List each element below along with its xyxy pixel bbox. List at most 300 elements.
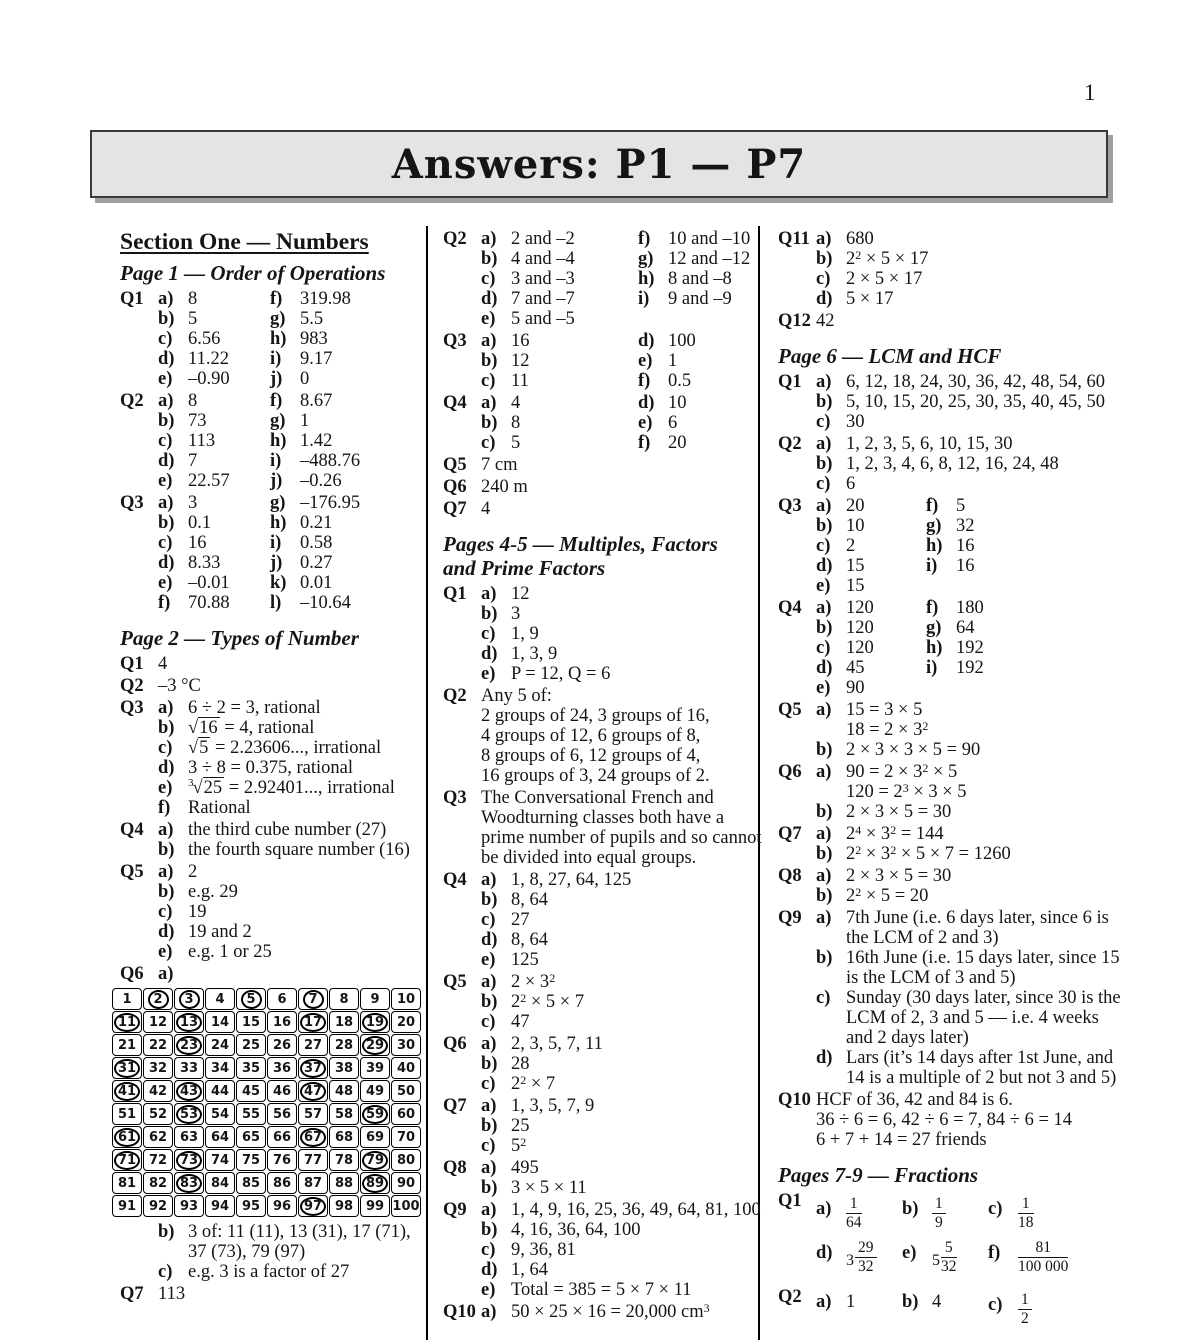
question-label: Q4 [443,393,467,413]
question-label: Q1 [443,584,467,604]
answer-cell: c) 2 × 5 × 17 [816,269,923,289]
answer-row [481,433,754,453]
answer-row [158,573,420,593]
answer-row [481,746,754,766]
column-2 [428,226,760,1340]
answer-row [816,249,1154,269]
answer-cell: c) 16 [158,533,207,553]
answer-row [158,471,420,491]
answer-cell: b) 3 [481,604,521,624]
answer-cell: 113 [158,1284,186,1304]
answer-cell: c) 2 [816,536,856,556]
column-1 [110,226,428,1340]
grid-number: 98 [329,1195,359,1217]
answer-cell: g) –176.95 [270,493,361,513]
answer-row [158,964,420,984]
question-block [778,824,1154,864]
page-number: 1 [1084,80,1096,105]
answers-header-box [90,130,1108,198]
answer-cell: 4 [158,654,168,674]
answer-cell: a) $2^4 \times 3^2 = 144$ [816,823,944,844]
answer-cell: c) 30 [816,412,865,432]
answer-row [816,618,1154,638]
answer-row [816,598,1154,618]
answer-row [158,942,420,962]
grid-number: 46 [267,1080,297,1102]
answer-row [816,496,1154,516]
grid-number: 78 [329,1149,359,1171]
grid-number: 49 [360,1080,390,1102]
answer-cell: b) 3 of: 11 (11), 13 (31), 17 (71), [158,1222,411,1242]
answer-row [816,412,1154,432]
answer-cell: f) 10 and –10 [638,229,751,249]
answer-cell: d) 100 [638,331,696,351]
answer-cell: e) –0.90 [158,369,230,389]
answer-cell: f) 5 [926,496,966,516]
answer-row [816,372,1154,392]
answer-cell: e) –0.01 [158,573,230,593]
answer-row [816,1110,1154,1130]
question-block [443,1302,754,1322]
answer-cell: a) 50 × 25 × 16 = 20,000 $cm^3$ [481,1301,710,1322]
question-label: Q7 [443,1096,467,1116]
answer-cell: b) 3 × 5 × 11 [481,1178,587,1198]
grid-number: 45 [236,1080,266,1102]
answer-row [158,778,420,798]
answer-row [158,840,420,860]
answer-cell: –3 °C [158,676,201,696]
answer-cell: g) 64 [926,618,975,638]
grid-number: 94 [205,1195,235,1217]
answer-cell: d) 45 [816,658,865,678]
answer-cell: e) 1 [638,351,678,371]
answer-cell: a) 1, 8, 27, 64, 125 [481,870,632,890]
answer-row [816,678,1154,698]
answer-row [816,802,1154,822]
answer-cell: and 2 days later) [846,1028,969,1048]
grid-number: 54 [205,1103,235,1125]
answer-cell: e) P = 12, Q = 6 [481,664,611,684]
grid-number-circled: 2 [143,988,173,1010]
question-label: Q9 [443,1200,467,1220]
grid-number: 36 [267,1057,297,1079]
answer-cell: a) [158,964,174,984]
answer-row [816,928,1154,948]
question-label: Q4 [443,870,467,890]
answer-cell: is the LCM of 3 and 5) [846,968,1016,988]
grid-number-circled: 31 [112,1057,142,1079]
question-block [443,1034,754,1094]
answer-cell: $120 = 2^3 \times 3 \times 5$ [846,781,967,802]
answer-cell: g) 1 [270,411,310,431]
question-block [778,1287,1154,1336]
grid-number: 91 [112,1195,142,1217]
answer-cell: f) 20 [638,433,687,453]
question-block [443,455,754,475]
answer-cell: c) $\frac{1}{18}$ [988,1195,1034,1231]
answer-cell: a) 3 [158,493,198,513]
answer-cell: b) 120 [816,618,874,638]
grid-number: 56 [267,1103,297,1125]
question-label: Q9 [778,908,802,928]
answer-cell: a) $\frac{1}{64}$ [816,1195,862,1231]
answer-row [816,392,1154,412]
answer-row [158,718,420,738]
grid-number: 86 [267,1172,297,1194]
answer-cell: h) 1.42 [270,431,333,451]
answer-cell: d) 10 [638,393,687,413]
answer-cell: c) 1, 9 [481,624,539,644]
answer-cell: c) 120 [816,638,874,658]
answer-row [481,455,754,475]
answer-row [481,371,754,391]
answer-row [481,706,754,726]
grid-number: 27 [298,1034,328,1056]
question-label: Q5 [443,455,467,475]
question-label: Q5 [443,972,467,992]
grid-number: 58 [329,1103,359,1125]
answer-cell: e) e.g. 1 or 25 [158,942,272,962]
grid-number: 85 [236,1172,266,1194]
grid-number: 12 [143,1011,173,1033]
question-block [443,1158,754,1198]
answer-row [481,870,754,890]
question-block [443,393,754,453]
question-block [443,972,754,1032]
answer-cell: e) 125 [481,950,539,970]
grid-number: 65 [236,1126,266,1148]
grid-number: 95 [236,1195,266,1217]
answer-cell: a) 7th June (i.e. 6 days later, since 6 is [816,908,1109,928]
answer-row [158,369,420,389]
grid-number: 28 [329,1034,359,1056]
grid-number: 35 [236,1057,266,1079]
grid-number-circled: 43 [174,1080,204,1102]
answer-cell: f) 8.67 [270,391,333,411]
question-label: Q10 [778,1090,811,1110]
question-block [120,1284,420,1304]
question-label: Q11 [778,229,810,249]
answer-cell: b) 2 × 3 × 3 × 5 = 90 [816,740,981,760]
answer-row [158,553,420,573]
answer-cell: a) 1, 3, 5, 7, 9 [481,1096,595,1116]
answer-row [481,229,754,249]
question-label: Q7 [778,824,802,844]
answer-cell: a) $90 = 2 \times 3^2 \times 5$ [816,761,958,782]
grid-number: 63 [174,1126,204,1148]
answer-cell: LCM of 2, 3 and 5 — i.e. 4 weeks [846,1008,1099,1028]
question-label [120,1222,158,1282]
question-label: Q2 [443,686,467,706]
answer-row [158,1262,420,1282]
answer-cell: b) e.g. 29 [158,882,238,902]
grid-number: 100 [391,1195,421,1217]
question-block [443,788,762,868]
question-label: Q12 [778,311,811,331]
answer-cell: 7 cm [481,455,518,475]
grid-number: 99 [360,1195,390,1217]
answer-row [816,1240,1154,1275]
answer-cell: b) 5 [158,309,198,329]
answer-row [481,848,762,868]
question-block [120,1222,420,1282]
answer-cell: 4 groups of 12, 6 groups of 8, [481,726,701,746]
answer-row [481,972,754,992]
answer-row [158,593,420,613]
answer-row [481,950,754,970]
grid-number: 66 [267,1126,297,1148]
answer-cell: d) 1, 64 [481,1260,548,1280]
answer-cell: d) Lars (it’s 14 days after 1st June, and [816,1048,1114,1068]
question-block [120,654,420,674]
question-label: Q1 [120,654,144,674]
answer-cell: c) $2^2 \times 7$ [481,1073,556,1094]
answer-cell: a) 2 and –2 [481,229,575,249]
answer-cell: 36 ÷ 6 = 6, 42 ÷ 6 = 7, 84 ÷ 6 = 14 [816,1110,1073,1130]
answer-cell: The Conversational French and [481,788,714,808]
answer-row [158,1242,420,1262]
answer-row [816,1028,1154,1048]
answer-cell: c) 6 [816,474,856,494]
answer-cell: c) 9, 36, 81 [481,1240,576,1260]
answer-row [816,536,1154,556]
answer-row [481,1280,761,1300]
grid-number: 1 [112,988,142,1010]
answer-row [816,658,1154,678]
grid-number: 92 [143,1195,173,1217]
question-label: Q2 [443,229,467,249]
answer-row [816,740,1154,760]
answer-row [481,249,754,269]
answer-cell: b) $\frac{1}{9}$ [902,1196,988,1231]
question-block [120,698,420,818]
answer-cell: b) 25 [481,1116,530,1136]
question-label: Q5 [120,862,144,882]
grid-number-circled: 41 [112,1080,142,1102]
answer-cell: b) 8, 64 [481,890,548,910]
grid-number-circled: 11 [112,1011,142,1033]
grid-number: 40 [391,1057,421,1079]
answer-row [816,700,1154,720]
grid-number-circled: 37 [298,1057,328,1079]
answer-cell: b) $2^2 \times 3^2 \times 5 \times 7 = 1260$ [816,843,1011,864]
grid-number-circled: 73 [174,1149,204,1171]
grid-number: 4 [205,988,235,1010]
answer-row [481,788,762,808]
question-label: Q1 [778,1191,802,1211]
answer-row [481,289,754,309]
answer-cell: a) 1, 4, 9, 16, 25, 36, 49, 64, 81, 100 [481,1200,761,1220]
grid-number: 93 [174,1195,204,1217]
grid-number: 51 [112,1103,142,1125]
answer-row [158,798,420,818]
answer-cell: c) Sunday (30 days later, since 30 is the [816,988,1121,1008]
answer-row [816,1068,1154,1088]
question-block [120,289,420,389]
answer-row [481,992,754,1012]
answer-row [816,289,1154,309]
question-label: Q2 [778,434,802,454]
answer-row [481,1096,754,1116]
answer-cell: e) 5 and –5 [481,309,575,329]
answer-row [158,738,420,758]
grid-number: 87 [298,1172,328,1194]
answer-row [158,451,420,471]
answer-cell: be divided into equal groups. [481,848,697,868]
grid-number: 32 [143,1057,173,1079]
answer-row [158,493,420,513]
grid-number-circled: 59 [360,1103,390,1125]
answer-row [816,968,1154,988]
question-label: Q8 [778,866,802,886]
answer-row [816,454,1154,474]
grid-number-circled: 17 [298,1011,328,1033]
question-block [120,862,420,962]
answer-cell: h) 0.21 [270,513,333,533]
answer-row [816,866,1154,886]
answer-row [481,1054,754,1074]
grid-number: 25 [236,1034,266,1056]
grid-number: 30 [391,1034,421,1056]
answer-cell: b) 4 and –4 [481,249,575,269]
grid-number: 57 [298,1103,328,1125]
answer-row [481,1178,754,1198]
answer-cell: e) 15 [816,576,865,596]
answer-cell: c) √5 = 2.23606..., irrational [158,738,382,758]
answer-row [481,1136,754,1156]
question-block [778,1090,1154,1150]
answer-row [481,1074,754,1094]
question-block [120,676,420,696]
answer-cell: j) 0.27 [270,553,333,573]
question-block [443,870,754,970]
answer-cell: e) $^3$√25 = 2.92401..., irrational [158,777,395,798]
answer-row [158,902,420,922]
answer-cell: c) $5^2$ [481,1135,527,1156]
grid-number: 24 [205,1034,235,1056]
answer-row [816,1048,1154,1068]
answer-cell: g) 5.5 [270,309,324,329]
answer-cell: b) 4, 16, 36, 64, 100 [481,1220,641,1240]
answer-row [816,229,1154,249]
grid-number: 70 [391,1126,421,1148]
answer-cell: b) 73 [158,411,207,431]
answer-row [481,930,754,950]
answer-cell: c) 3 and –3 [481,269,575,289]
answer-cell: b) √16 = 4, rational [158,718,315,738]
answer-cell: b) $2^2 \times 5 = 20$ [816,885,929,906]
answer-cell: e) 22.57 [158,471,230,491]
answer-cell: e) Total = 385 = 5 × 7 × 11 [481,1280,692,1300]
answer-cell: Any 5 of: [481,686,552,706]
answer-row [481,1220,761,1240]
answer-row [481,1260,761,1280]
grid-number: 62 [143,1126,173,1148]
answer-row [816,988,1154,1008]
question-label: Q1 [120,289,144,309]
question-block [120,820,420,860]
answer-cell: b) the fourth square number (16) [158,840,410,860]
grid-number: 80 [391,1149,421,1171]
grid-number: 44 [205,1080,235,1102]
answer-row [158,862,420,882]
answer-cell: g) 32 [926,516,975,536]
answer-cell: $18 = 2 \times 3^2$ [846,719,929,740]
question-label: Q3 [443,331,467,351]
answer-cell: a) 1, 2, 3, 5, 6, 10, 15, 30 [816,434,1013,454]
answer-cell: h) 983 [270,329,328,349]
answer-cell: b) 28 [481,1054,530,1074]
answer-cell: b) 0.1 [158,513,212,533]
fraction: $\frac{1}{64}$ [846,1195,862,1231]
answer-row [816,762,1154,782]
answer-row [816,824,1154,844]
answer-cell: 42 [816,311,835,331]
answer-row [481,477,754,497]
answer-cell: 8 groups of 6, 12 groups of 4, [481,746,701,766]
answer-cell: h) 16 [926,536,975,556]
answer-cell: a) 8 [158,391,198,411]
answer-row [481,1240,761,1260]
question-block [443,584,754,684]
grid-number: 18 [329,1011,359,1033]
question-label: Q7 [120,1284,144,1304]
question-label: Q10 [443,1302,476,1322]
answer-cell: c) 6.56 [158,329,221,349]
answer-row [158,654,420,674]
answer-cell: d) 7 and –7 [481,289,575,309]
grid-number: 52 [143,1103,173,1125]
grid-number: 76 [267,1149,297,1171]
grid-number: 10 [391,988,421,1010]
answer-row [481,393,754,413]
answer-row [816,269,1154,289]
answer-cell: 4 [481,499,491,519]
answer-cell: c) 5 [481,433,521,453]
answer-cell: Woodturning classes both have a [481,808,725,828]
grid-number: 74 [205,1149,235,1171]
grid-number-circled: 7 [298,988,328,1010]
question-block [443,499,754,519]
question-label: Q3 [120,493,144,513]
answer-row [481,828,762,848]
answer-cell: b) 12 [481,351,530,371]
answer-row [158,758,420,778]
answer-row [816,1130,1154,1150]
question-label: Q6 [778,762,802,782]
answer-row [481,413,754,433]
answer-row [816,1196,1154,1231]
page-heading: Page 1 — Order of Operations [120,261,386,285]
answer-row [481,331,754,351]
question-block [120,493,420,613]
grid-number: 72 [143,1149,173,1171]
section-heading: Section One — Numbers [120,229,369,255]
answer-cell: i) –488.76 [270,451,361,471]
answer-row [481,1116,754,1136]
grid-number: 42 [143,1080,173,1102]
answer-cell: f) $\frac{81}{100 000}$ [988,1239,1069,1276]
grid-number-circled: 3 [174,988,204,1010]
answer-cell: d) 3 $\frac{29}{32}$ [816,1240,902,1275]
answer-row [158,289,420,309]
answer-row [816,1090,1154,1110]
answer-row [816,516,1154,536]
answer-cell: a) 120 [816,598,874,618]
question-block [778,496,1154,596]
grid-number: 75 [236,1149,266,1171]
grid-number: 84 [205,1172,235,1194]
